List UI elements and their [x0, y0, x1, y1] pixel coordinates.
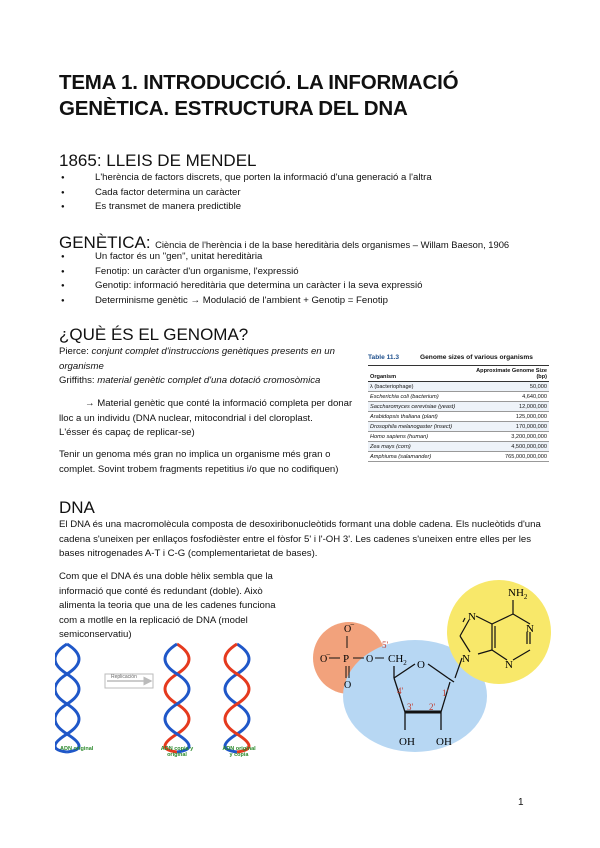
label-adn-copia: ADN copia y original	[160, 746, 194, 758]
table-caption: Genome sizes of various organisms	[420, 354, 533, 361]
ring-oxygen: O	[417, 659, 425, 671]
column-header-size: Approximate Genome Size (bp)	[473, 366, 549, 382]
griffiths-definition	[59, 374, 359, 389]
genoma-heading: ¿QUÈ ÉS EL GENOMA?	[59, 325, 249, 344]
atom-O: O	[320, 654, 328, 665]
hydroxyl-2: OH	[436, 736, 452, 748]
table-cell: 125,000,000	[473, 412, 549, 422]
label-adn-original-copia: ADN original y copia	[222, 746, 256, 758]
label-adn-original: ADN original	[60, 746, 94, 752]
copy-helix-1	[165, 644, 189, 752]
hydroxyl-3: OH	[399, 736, 415, 748]
genome-table	[368, 366, 549, 462]
mendel-heading: 1865: LLEIS DE MENDEL	[59, 151, 257, 170]
dna-heading: DNA	[59, 498, 95, 517]
table-row	[368, 452, 549, 462]
table-cell: 12,000,000	[473, 402, 549, 412]
page-title: TEMA 1. INTRODUCCIÓ. LA INFORMACIÓ GENÈTICA. ESTRUCTURA DEL DNA	[59, 71, 459, 120]
helix-paragraph: Com que el DNA és una doble hèlix sembla que la informació que conté és redundant (doble). Això alimenta la teoria que una de les cadenes funciona com a motlle en la replicació de DNA (model semiconservatiu)	[59, 571, 276, 641]
table-cell: Drosophila melanogaster (insect)	[368, 422, 473, 432]
minus-sign: −	[350, 620, 355, 629]
griffiths-label: Griffiths:	[59, 375, 95, 386]
nucleotide-figure	[302, 570, 558, 770]
dna-paragraph: El DNA és una macromolècula composta de desoxiribonucleòtids formant una doble cadena. Els nucleòtids d'una cadena s'uneixen per enllaços fosfodièster entre el fòsfor 5' i l'-OH 3'. Les cadenes s'uneixen entre elles per les bases nitrogenades A-T i C-G (complementarietat de bases).	[59, 519, 541, 560]
table-row	[368, 402, 549, 412]
column-header-organism: Organism	[368, 366, 473, 382]
table-cell: Homo sapiens (human)	[368, 432, 473, 442]
table-header-row	[368, 366, 549, 382]
amino-group: $NH_2$	[508, 587, 528, 601]
ch2-group: $CH_2$	[388, 653, 407, 667]
minus-sign: −	[326, 650, 331, 659]
table-row	[368, 412, 549, 422]
table-caption-row	[368, 354, 549, 366]
pierce-label: Pierce:	[59, 346, 89, 357]
genetica-list	[59, 250, 422, 308]
table-cell: Arabidopsis thaliana (plant)	[368, 412, 473, 422]
table-cell: 170,000,000	[473, 422, 549, 432]
table-row	[368, 442, 549, 452]
table-cell: Saccharomyces cerevisiae (yeast)	[368, 402, 473, 412]
label-4-prime: 4'	[397, 686, 404, 696]
atom-O: O	[366, 654, 374, 665]
table-cell: 3,200,000,000	[473, 432, 549, 442]
page-number: 1	[518, 797, 524, 808]
table-cell: Zea mays (corn)	[368, 442, 473, 452]
griffiths-text: material genètic complet d'una dotació cromosòmica	[97, 375, 321, 386]
table-cell: 765,000,000,000	[473, 452, 549, 462]
atom-N: N	[462, 653, 470, 665]
table-cell: 4,500,000,000	[473, 442, 549, 452]
list-item: ● Fenotip: un caràcter d'un organisme, l'expressió	[59, 265, 422, 280]
label-1-prime: 1'	[442, 688, 449, 698]
table-label: Table 11.3	[368, 354, 400, 361]
table-cell: 50,000	[473, 382, 549, 392]
pierce-text: conjunt complet d'instruccions genètiques presents en un organisme	[59, 346, 335, 372]
table-row	[368, 422, 549, 432]
table-row	[368, 382, 549, 392]
pierce-definition	[59, 345, 359, 374]
atom-N: N	[526, 623, 534, 635]
genoma-para1-line1: → Material genètic que conté la informació completa per donar	[85, 398, 353, 409]
list-item: ● Un factor és un "gen", unitat hereditària	[59, 250, 422, 265]
list-item: ● Cada factor determina un caràcter	[59, 186, 432, 201]
atom-O: O	[344, 624, 352, 635]
genetica-heading: GENÈTICA:	[59, 233, 151, 252]
label-2-prime: 2'	[429, 702, 436, 712]
mendel-list	[59, 171, 432, 215]
label-3-prime: 3'	[407, 702, 414, 712]
atom-P: P	[343, 653, 350, 665]
table-cell: Amphiuma (salamander)	[368, 452, 473, 462]
label-5-prime: 5'	[382, 640, 389, 650]
genetica-definition: Ciència de l'herència i de la base hereditària dels organismes – Willam Baeson, 1906	[155, 239, 510, 250]
atom-O: O	[344, 680, 352, 691]
list-item: ● Determinisme genètic → Modulació de l'ambient + Genotip = Fenotip	[59, 294, 422, 309]
table-row	[368, 432, 549, 442]
genoma-para1-line2: lloc a un individu (DNA nuclear, mitocondrial i del cloroplast.	[59, 412, 313, 424]
table-cell: 4,640,000	[473, 392, 549, 402]
list-item: ● Genotip: informació hereditària que determina un caràcter i la seva expressió	[59, 279, 422, 294]
replication-label: Replicación	[111, 674, 137, 680]
table-cell: Escherichia coli (bacterium)	[368, 392, 473, 402]
list-item: ● Es transmet de manera predictible	[59, 200, 432, 215]
genoma-paragraph-1	[59, 397, 359, 441]
original-helix	[55, 644, 79, 752]
atom-N: N	[468, 611, 476, 623]
genoma-paragraph-2: Tenir un genoma més gran no implica un organisme més gran o complet. Sovint trobem fragments repetitius i/o que no codifiquen)	[59, 449, 339, 475]
copy-helix-2	[225, 644, 249, 752]
table-cell: λ (bacteriophage)	[368, 382, 473, 392]
genome-size-table	[368, 354, 549, 462]
table-row	[368, 392, 549, 402]
list-item: ● L'herència de factors discrets, que porten la informació d'una generació a l'altra	[59, 171, 432, 186]
atom-N: N	[505, 659, 513, 671]
genoma-para1-line3: L'ésser és capaç de replicar-se)	[59, 427, 195, 439]
